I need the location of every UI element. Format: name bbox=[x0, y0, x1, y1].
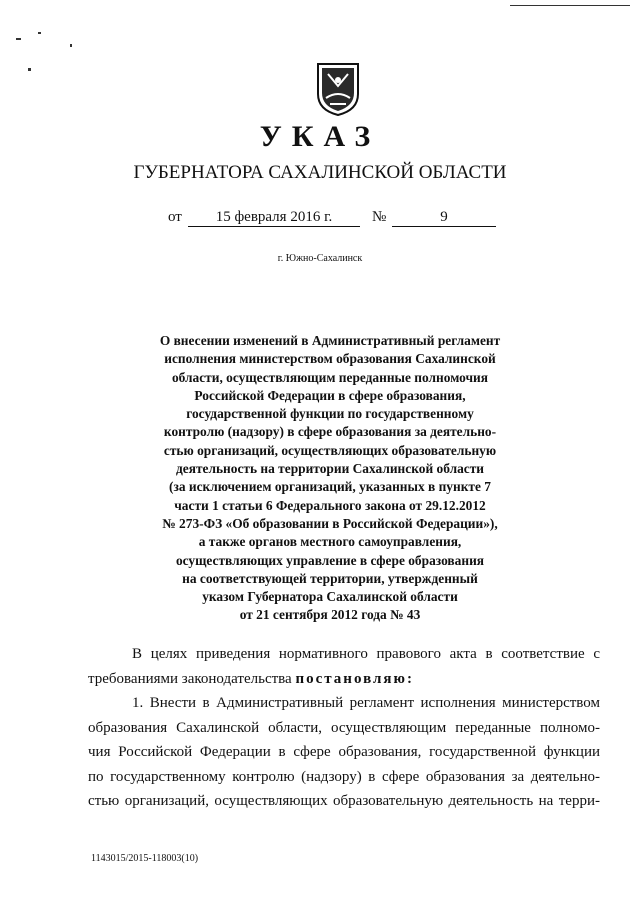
decree-keyword: постановляю: bbox=[295, 670, 414, 687]
paragraph-line: образования Сахалинской области, осуществляющим переданные полномо- bbox=[88, 719, 600, 736]
heading-line: деятельность на территории Сахалинской области bbox=[175, 461, 485, 477]
heading-line: части 1 статьи 6 Федерального закона от 29.12.2012 bbox=[174, 497, 486, 513]
paragraph-line bbox=[88, 667, 600, 692]
paragraph-line: чия Российской Федерации в сфере образования, государственной функции bbox=[88, 744, 600, 760]
city-label: г. Южно-Сахалинск bbox=[277, 253, 363, 264]
paragraph-line: В целях приведения нормативного правового акта в соответствие с bbox=[132, 646, 600, 662]
heading-line: № 273-ФЗ «Об образовании в Российской Федерации»), bbox=[162, 515, 498, 531]
heading-line: от 21 сентября 2012 года № 43 bbox=[239, 607, 421, 623]
coat-of-arms-icon bbox=[316, 60, 360, 116]
heading-line: а также органов местного самоуправления, bbox=[198, 534, 462, 550]
document-body bbox=[88, 642, 600, 814]
heading-line: исполнения министерством образования Сахалинской bbox=[164, 351, 496, 367]
document-title: УКАЗ bbox=[259, 120, 381, 153]
heading-line: на соответствующей территории, утвержденный bbox=[182, 570, 478, 586]
heading-line: О внесении изменений в Административный регламент bbox=[159, 333, 501, 348]
document-date: 15 февраля 2016 г. bbox=[188, 209, 360, 227]
heading-line: государственной функции по государственному bbox=[186, 406, 474, 422]
date-prefix: от bbox=[168, 209, 182, 225]
heading-line: указом Губернатора Сахалинской области bbox=[202, 589, 458, 605]
paragraph-line: стью организаций, осуществляющих образовательную деятельность на терри- bbox=[88, 793, 600, 809]
heading-line: области, осуществляющим переданные полномочия bbox=[171, 369, 489, 385]
heading-line: стью организаций, осуществляющих образовательную bbox=[163, 442, 497, 458]
heading-line: (за исключением организаций, указанных в пункте 7 bbox=[169, 479, 491, 495]
heading-line: Российской Федерации в сфере образования, bbox=[194, 387, 466, 403]
scan-artifact bbox=[510, 5, 630, 6]
number-sign: № bbox=[372, 209, 387, 225]
document-number: 9 bbox=[392, 209, 496, 227]
heading-line: контролю (надзору) в сфере образования за деятельно- bbox=[163, 424, 497, 440]
document-subtitle: ГУБЕРНАТОРА САХАЛИНСКОЙ ОБЛАСТИ bbox=[133, 162, 507, 183]
paragraph-line: по государственному контролю (надзору) в сфере образования за деятельно- bbox=[88, 768, 600, 785]
document-heading bbox=[110, 332, 550, 625]
heading-line: осуществляющих управление в сфере образования bbox=[175, 552, 485, 568]
scan-artifact bbox=[70, 44, 72, 47]
scan-artifact bbox=[16, 38, 21, 40]
paragraph-line: 1. Внести в Административный регламент исполнения министерством bbox=[132, 695, 600, 711]
scan-artifact bbox=[28, 68, 31, 71]
scan-artifact bbox=[38, 32, 41, 34]
paragraph-text: требованиями законодательства bbox=[88, 670, 292, 687]
footer-code: 1143015/2015-118003(10) bbox=[91, 853, 199, 864]
